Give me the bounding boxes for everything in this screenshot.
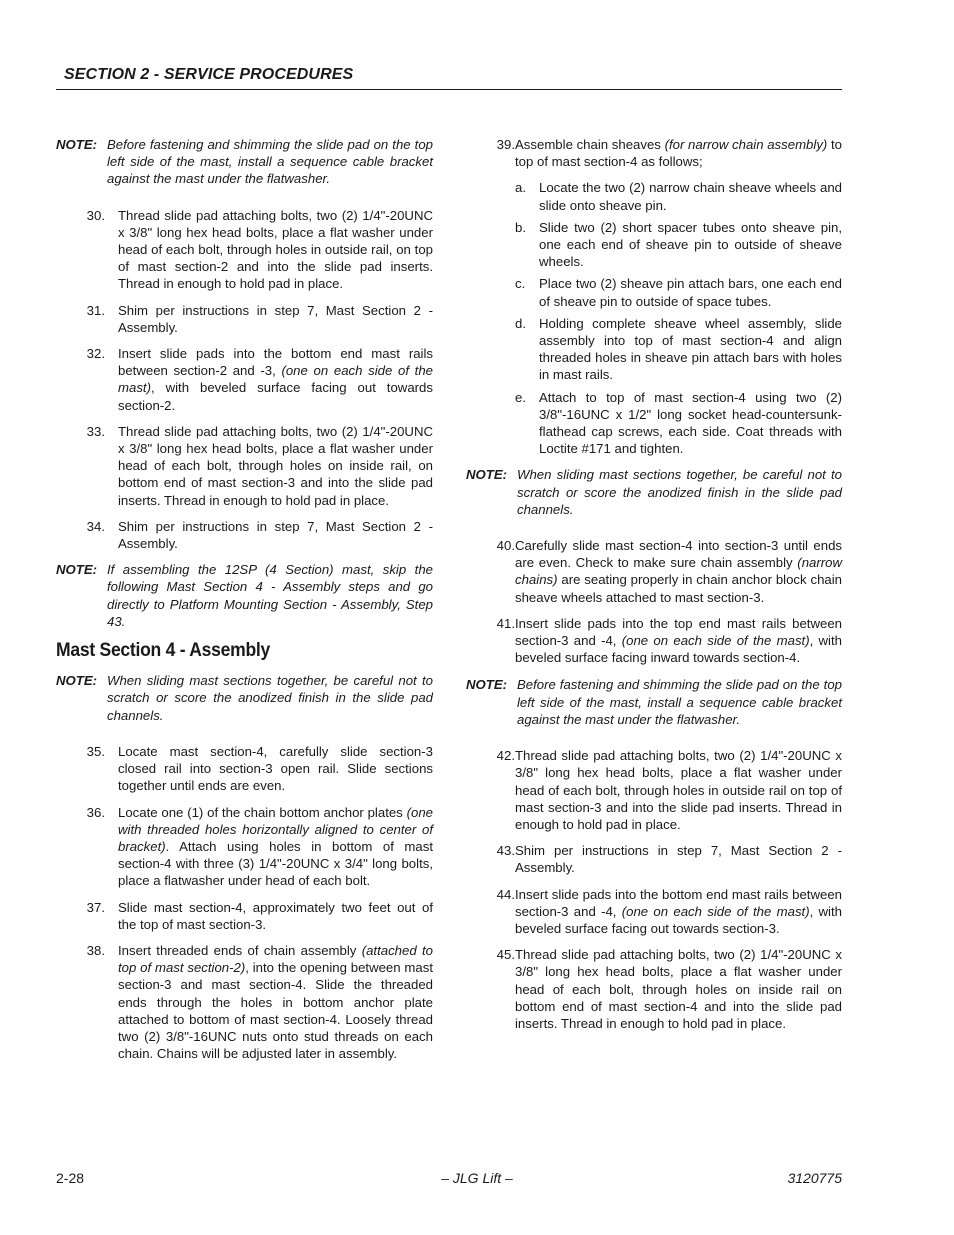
step-text: Thread slide pad attaching bolts, two (2) 1/4"-20UNC x 3/8" long hex head bolts, place a flat washer under head of each bolt, through holes on inside rail, on bottom end of mast section-3 and into the slide pad inserts. Thread in enough to hold pad in place. [118,423,433,508]
substep-letter: d. [515,315,526,331]
substep-a [515,179,842,213]
step-45 [466,946,842,1032]
step-number: 42. [496,748,515,764]
step-42 [466,747,842,833]
note-label: NOTE: [56,562,98,578]
step-number: 43. [496,843,515,859]
page-number: 2-28 [56,1170,85,1186]
step-33 [56,423,433,509]
step-number: 33. [86,423,105,439]
step-31 [56,302,433,336]
substep-text: Locate the two (2) narrow chain sheave wheels and slide onto sheave pin. [539,180,842,213]
step-text: Shim per instructions in step 7, Mast Section 2 - Assembly. [515,843,842,876]
step-number: 30. [86,207,105,223]
step-number: 36. [86,804,105,820]
substep-letter: e. [515,389,526,405]
step-40 [466,537,842,606]
note-block [56,561,433,630]
note-text: If assembling the 12SP (4 Section) mast, skip the following Mast Section 4 - Assembly steps and go directly to Platform Mounting Section - Assembly, Step 43. [107,562,433,629]
step-41 [466,615,842,667]
substep-text: Holding complete sheave wheel assembly, slide assembly into top of mast section-4 and align threaded holes in sheave pin attach bars with holes in mast rails. [539,315,842,383]
step-30 [56,207,433,293]
step-text: Carefully slide mast section-4 into section-3 until ends are even. Check to make sure chain assembly (narrow chains) are seating properly in chain anchor block chain sheave wheels attached to mast section-3. [515,538,842,605]
step-38 [56,942,433,1062]
step-text: Insert slide pads into the bottom end mast rails between section-3 and -4, (one on each side of the mast), with beveled surface facing out towards section-3. [515,886,842,936]
step-text: Shim per instructions in step 7, Mast Section 2 - Assembly. [118,302,433,335]
note-block [466,466,842,518]
step-number: 37. [86,899,105,915]
step-number: 44. [496,886,515,902]
substep-text: Slide two (2) short spacer tubes onto sheave pin, one each end of sheave pin to outside of sheave wheels. [539,219,842,270]
step-text: Thread slide pad attaching bolts, two (2) 1/4"-20UNC x 3/8" long hex head bolts, place a flat washer under head of each bolt, through holes on inside rail on bottom end of mast section-4 and into the slide pad inserts. Thread in enough to hold pad in place. [515,947,842,1031]
step-43 [466,842,842,876]
step-text: Thread slide pad attaching bolts, two (2) 1/4"-20UNC x 3/8" long hex head bolts, place a flat washer under head of each bolt, through holes in outside rail on top of mast section-3 and into the slide pad inserts. Thread in enough to hold pad in place. [515,748,842,832]
step-text: Insert threaded ends of chain assembly (attached to top of mast section-2), into the opening between mast section-3 and mast section-4. Slide the threaded ends through the holes in bottom anchor plate attached to bottom of mast section-4. Loosely thread two (2) 3/8"-16UNC nuts onto stud threads on each chain. Chains will be adjusted later in assembly. [118,942,433,1062]
step-32 [56,345,433,414]
step-number: 31. [86,302,105,318]
section-header-title: SECTION 2 - SERVICE PROCEDURES [64,66,354,83]
step-39 [466,136,842,170]
note-text: When sliding mast sections together, be careful not to scratch or score the anodized finish in the slide pad channels. [517,467,842,517]
step-number: 32. [86,346,105,362]
substep-letter: a. [515,180,526,196]
step-number: 39. [496,137,515,152]
substep-c [515,275,842,309]
section-heading: Mast Section 4 - Assembly [56,639,271,662]
step-text: Insert slide pads into the top end mast rails between section-3 and -4, (one on each side of the mast), with beveled surface facing inward towards section-4. [515,615,842,666]
step-37 [56,899,433,933]
step-text: Insert slide pads into the bottom end mast rails between section-2 and -3, (one on each side of the mast), with beveled surface facing out towards section-2. [118,346,433,413]
step-number: 35. [86,743,105,759]
step-number: 45. [496,947,515,963]
note-text: Before fastening and shimming the slide pad on the top left side of the mast, install a sequence cable bracket against the mast under the flatwasher. [517,677,842,727]
note-block [56,136,433,188]
note-text: When sliding mast sections together, be careful not to scratch or score the anodized finish in the slide pad channels. [107,673,433,723]
note-label: NOTE: [466,677,508,693]
step-text: Locate mast section-4, carefully slide section-3 closed rail into section-3 open rail. Slide sections together until ends are even. [118,743,433,794]
step-text: Shim per instructions in step 7, Mast Section 2 - Assembly. [118,518,433,552]
note-label: NOTE: [56,137,98,152]
note-label: NOTE: [56,673,98,689]
step-text: Slide mast section-4, approximately two feet out of the top of mast section-3. [118,899,433,932]
step-text: Assemble chain sheaves (for narrow chain assembly) to top of mast section-4 as follows; [515,137,842,170]
substep-d [515,315,842,384]
substep-letter: c. [515,276,526,292]
note-block [466,676,842,728]
step-44 [466,886,842,938]
substep-letter: b. [515,219,526,235]
step-35 [56,743,433,795]
step-number: 40. [496,538,515,554]
step-number: 38. [86,942,105,958]
document-number: 3120775 [787,1170,842,1186]
header-rule [56,89,842,90]
step-34 [56,518,433,552]
step-number: 41. [496,615,515,631]
step-text: Thread slide pad attaching bolts, two (2) 1/4"-20UNC x 3/8" long hex head bolts, place a flat washer under head of each bolt, through holes in outside rail, on top of mast section-2 and into the slide pad inserts. Thread in enough to hold pad in place. [118,207,433,292]
step-36 [56,804,433,890]
note-label: NOTE: [466,467,508,483]
substep-e [515,389,842,458]
substep-text: Attach to top of mast section-4 using two (2) 3/8"-16UNC x 1/2" long socket head-countersunk-flathead cap screws, each side. Coat threads with Loctite #171 and tighten. [539,389,842,457]
substep-text: Place two (2) sheave pin attach bars, one each end of sheave pin to outside of space tubes. [539,276,842,309]
right-column [466,136,842,1041]
note-block [56,672,433,724]
step-number: 34. [86,518,105,534]
substep-b [515,219,842,271]
step-text: Locate one (1) of the chain bottom anchor plates (one with threaded holes horizontally aligned to center of bracket). Attach using holes in bottom of mast section-4 with three (3) 1/4"-20UNC x 3/4" long bolts, place a flatwasher under head of each bolt. [118,804,433,889]
note-text: Before fastening and shimming the slide pad on the top left side of the mast, install a sequence cable bracket against the mast under the flatwasher. [107,137,433,187]
footer-publisher: – JLG Lift – [441,1170,513,1186]
left-column [56,136,433,1071]
